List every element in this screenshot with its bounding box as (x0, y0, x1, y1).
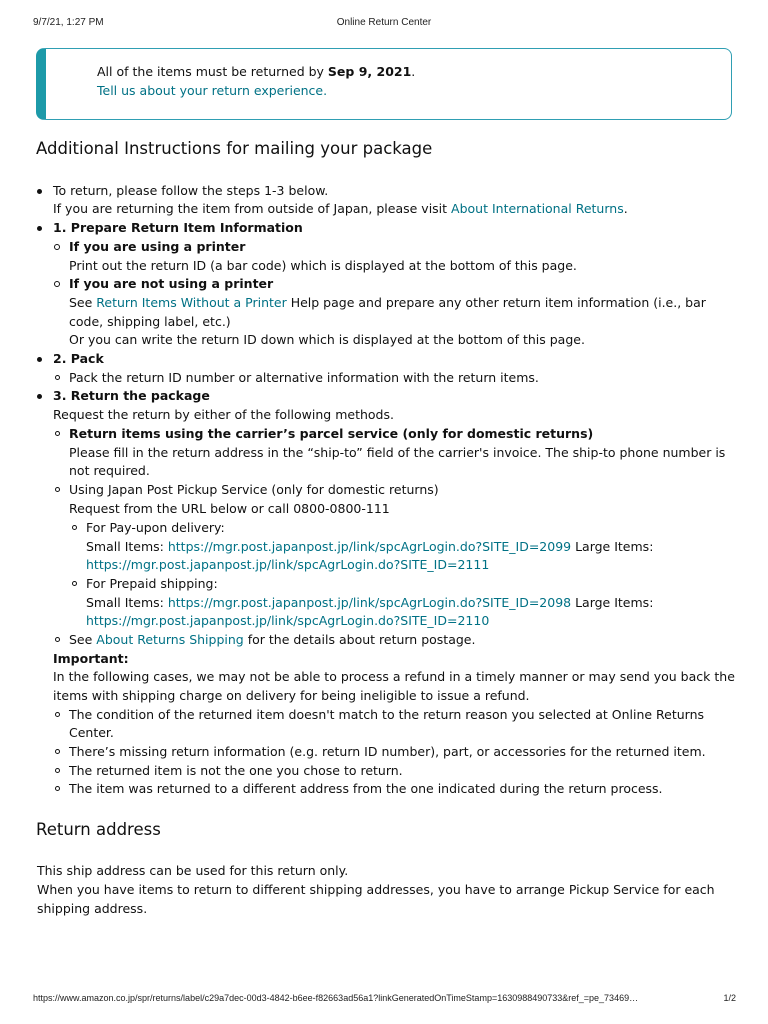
bullet-dot (37, 189, 42, 194)
print-datetime: 9/7/21, 1:27 PM (33, 17, 104, 28)
return-address-line-1: This ship address can be used for this return only. (37, 863, 349, 878)
carrier-title (69, 425, 593, 443)
bullet-dot (37, 357, 42, 362)
pay-upon-delivery-line-2 (86, 556, 489, 574)
small-items-label: Small Items: (86, 595, 168, 610)
step-3-title-text: 3. Return the package (53, 388, 210, 403)
intro-line-2-suffix: . (623, 201, 628, 216)
return-address-line-2: When you have items to return to different shipping addresses, you have to arrange Pickup Service for each (37, 882, 715, 897)
see-prefix: See (69, 632, 97, 647)
instructions-heading: Additional Instructions for mailing your package (36, 139, 433, 158)
feedback-link[interactable]: Tell us about your return experience. (97, 83, 328, 98)
noprinter-line-2: code, shipping label, etc.) (69, 314, 231, 329)
step-3-intro: Request the return by either of the following methods. (53, 407, 394, 422)
step-2-title-text: 2. Pack (53, 351, 104, 366)
see-suffix: for the details about return postage. (243, 632, 476, 647)
circle-bullet (55, 768, 60, 773)
step-2-title (53, 350, 104, 368)
circle-bullet (54, 244, 60, 250)
carrier-line-1: Please fill in the return address in the “ship-to” field of the carrier's invoice. The ship-to phone number is (69, 445, 726, 460)
circle-bullet (54, 281, 60, 287)
circle-bullet (55, 637, 60, 642)
carrier-line-2: not required. (69, 463, 150, 478)
important-title-text: Important: (53, 651, 129, 666)
print-footer (0, 993, 768, 1007)
pay-large-items-link[interactable]: https://mgr.post.japanpost.jp/link/spcAgrLogin.do?SITE_ID=2111 (86, 557, 490, 572)
noprinter-title (69, 275, 273, 293)
step-1-title (53, 219, 303, 237)
carrier-title-text: Return items using the carrier’s parcel service (only for domestic returns) (69, 426, 594, 441)
intro-line-1: To return, please follow the steps 1-3 below. (53, 183, 329, 198)
prepaid-small-items-link[interactable]: https://mgr.post.japanpost.jp/link/spcAgrLogin.do?SITE_ID=2098 (167, 595, 572, 610)
japan-post-request: Request from the URL below or call 0800-0800-111 (69, 501, 390, 516)
large-items-label: Large Items: (571, 539, 654, 554)
international-returns-link[interactable]: About International Returns (451, 201, 624, 216)
print-page-number: 1/2 (723, 993, 736, 1003)
intro-line-2-text: If you are returning the item from outside of Japan, please visit (53, 201, 452, 216)
circle-bullet (55, 375, 60, 380)
return-address-line-3: shipping address. (37, 901, 148, 916)
circle-bullet (55, 749, 60, 754)
noprinter-line-1 (69, 294, 706, 312)
circle-bullet (55, 712, 60, 717)
important-case-1-line-1: The condition of the returned item doesn't match to the return reason you selected at Online Returns (69, 707, 705, 722)
important-case-2: There’s missing return information (e.g. return ID number), part, or accessories for the returned item. (69, 744, 706, 759)
pay-upon-delivery-line-1 (86, 538, 653, 556)
prepaid-line-1 (86, 594, 653, 612)
deadline-suffix: . (411, 64, 416, 79)
intro-line-2 (53, 200, 628, 218)
noprinter-line-3: Or you can write the return ID down which is displayed at the bottom of this page. (69, 332, 585, 347)
step-2-text: Pack the return ID number or alternative information with the return items. (69, 370, 539, 385)
pay-small-items-link[interactable]: https://mgr.post.japanpost.jp/link/spcAgrLogin.do?SITE_ID=2099 (167, 539, 572, 554)
about-returns-shipping-link[interactable]: About Returns Shipping (96, 632, 244, 647)
return-deadline-date: Sep 9, 2021 (327, 64, 412, 79)
prepaid-title: For Prepaid shipping: (86, 576, 218, 591)
noprinter-prefix: See (69, 295, 97, 310)
circle-bullet (72, 525, 77, 530)
circle-bullet (55, 786, 60, 791)
return-deadline-text (97, 64, 415, 79)
printer-text: Print out the return ID (a bar code) which is displayed at the bottom of this page. (69, 258, 577, 273)
noprinter-title-text: If you are not using a printer (69, 276, 274, 291)
print-page-title: Online Return Center (336, 17, 432, 28)
returns-shipping-line (69, 631, 475, 649)
important-case-1-line-2: Center. (69, 725, 114, 740)
important-title (53, 650, 129, 668)
print-header (0, 17, 768, 31)
pay-upon-delivery-title: For Pay-upon delivery: (86, 520, 225, 535)
circle-bullet (55, 431, 60, 436)
print-url: https://www.amazon.co.jp/spr/returns/label/c29a7dec-00d3-4842-b6ee-f82663ad56a1?linkGeneratedOnTimeStamp=1630988490733&ref_=pe_73469… (33, 993, 639, 1003)
printer-title-text: If you are using a printer (69, 239, 246, 254)
deadline-prefix: All of the items must be returned by (97, 64, 328, 79)
bullet-dot (37, 394, 42, 399)
prepaid-large-items-link[interactable]: https://mgr.post.japanpost.jp/link/spcAgrLogin.do?SITE_ID=2110 (86, 613, 490, 628)
japan-post-title: Using Japan Post Pickup Service (only for domestic returns) (69, 482, 439, 497)
important-line-1: In the following cases, we may not be able to process a refund in a timely manner or may send you back the (53, 669, 735, 684)
important-line-2: items with shipping charge on delivery for being ineligible to issue a refund. (53, 688, 530, 703)
circle-bullet (72, 581, 77, 586)
step-1-title-text: 1. Prepare Return Item Information (53, 220, 303, 235)
return-deadline-alert (36, 48, 732, 120)
large-items-label: Large Items: (571, 595, 654, 610)
return-without-printer-link[interactable]: Return Items Without a Printer (96, 295, 287, 310)
bullet-dot (37, 226, 42, 231)
printer-title (69, 238, 245, 256)
step-3-title (53, 387, 210, 405)
important-case-4: The item was returned to a different address from the one indicated during the return process. (69, 781, 663, 796)
noprinter-suffix: Help page and prepare any other return item information (i.e., bar (286, 295, 706, 310)
small-items-label: Small Items: (86, 539, 168, 554)
important-case-3: The returned item is not the one you chose to return. (69, 763, 403, 778)
prepaid-line-2 (86, 612, 489, 630)
circle-bullet (55, 487, 60, 492)
return-address-heading: Return address (36, 820, 161, 839)
